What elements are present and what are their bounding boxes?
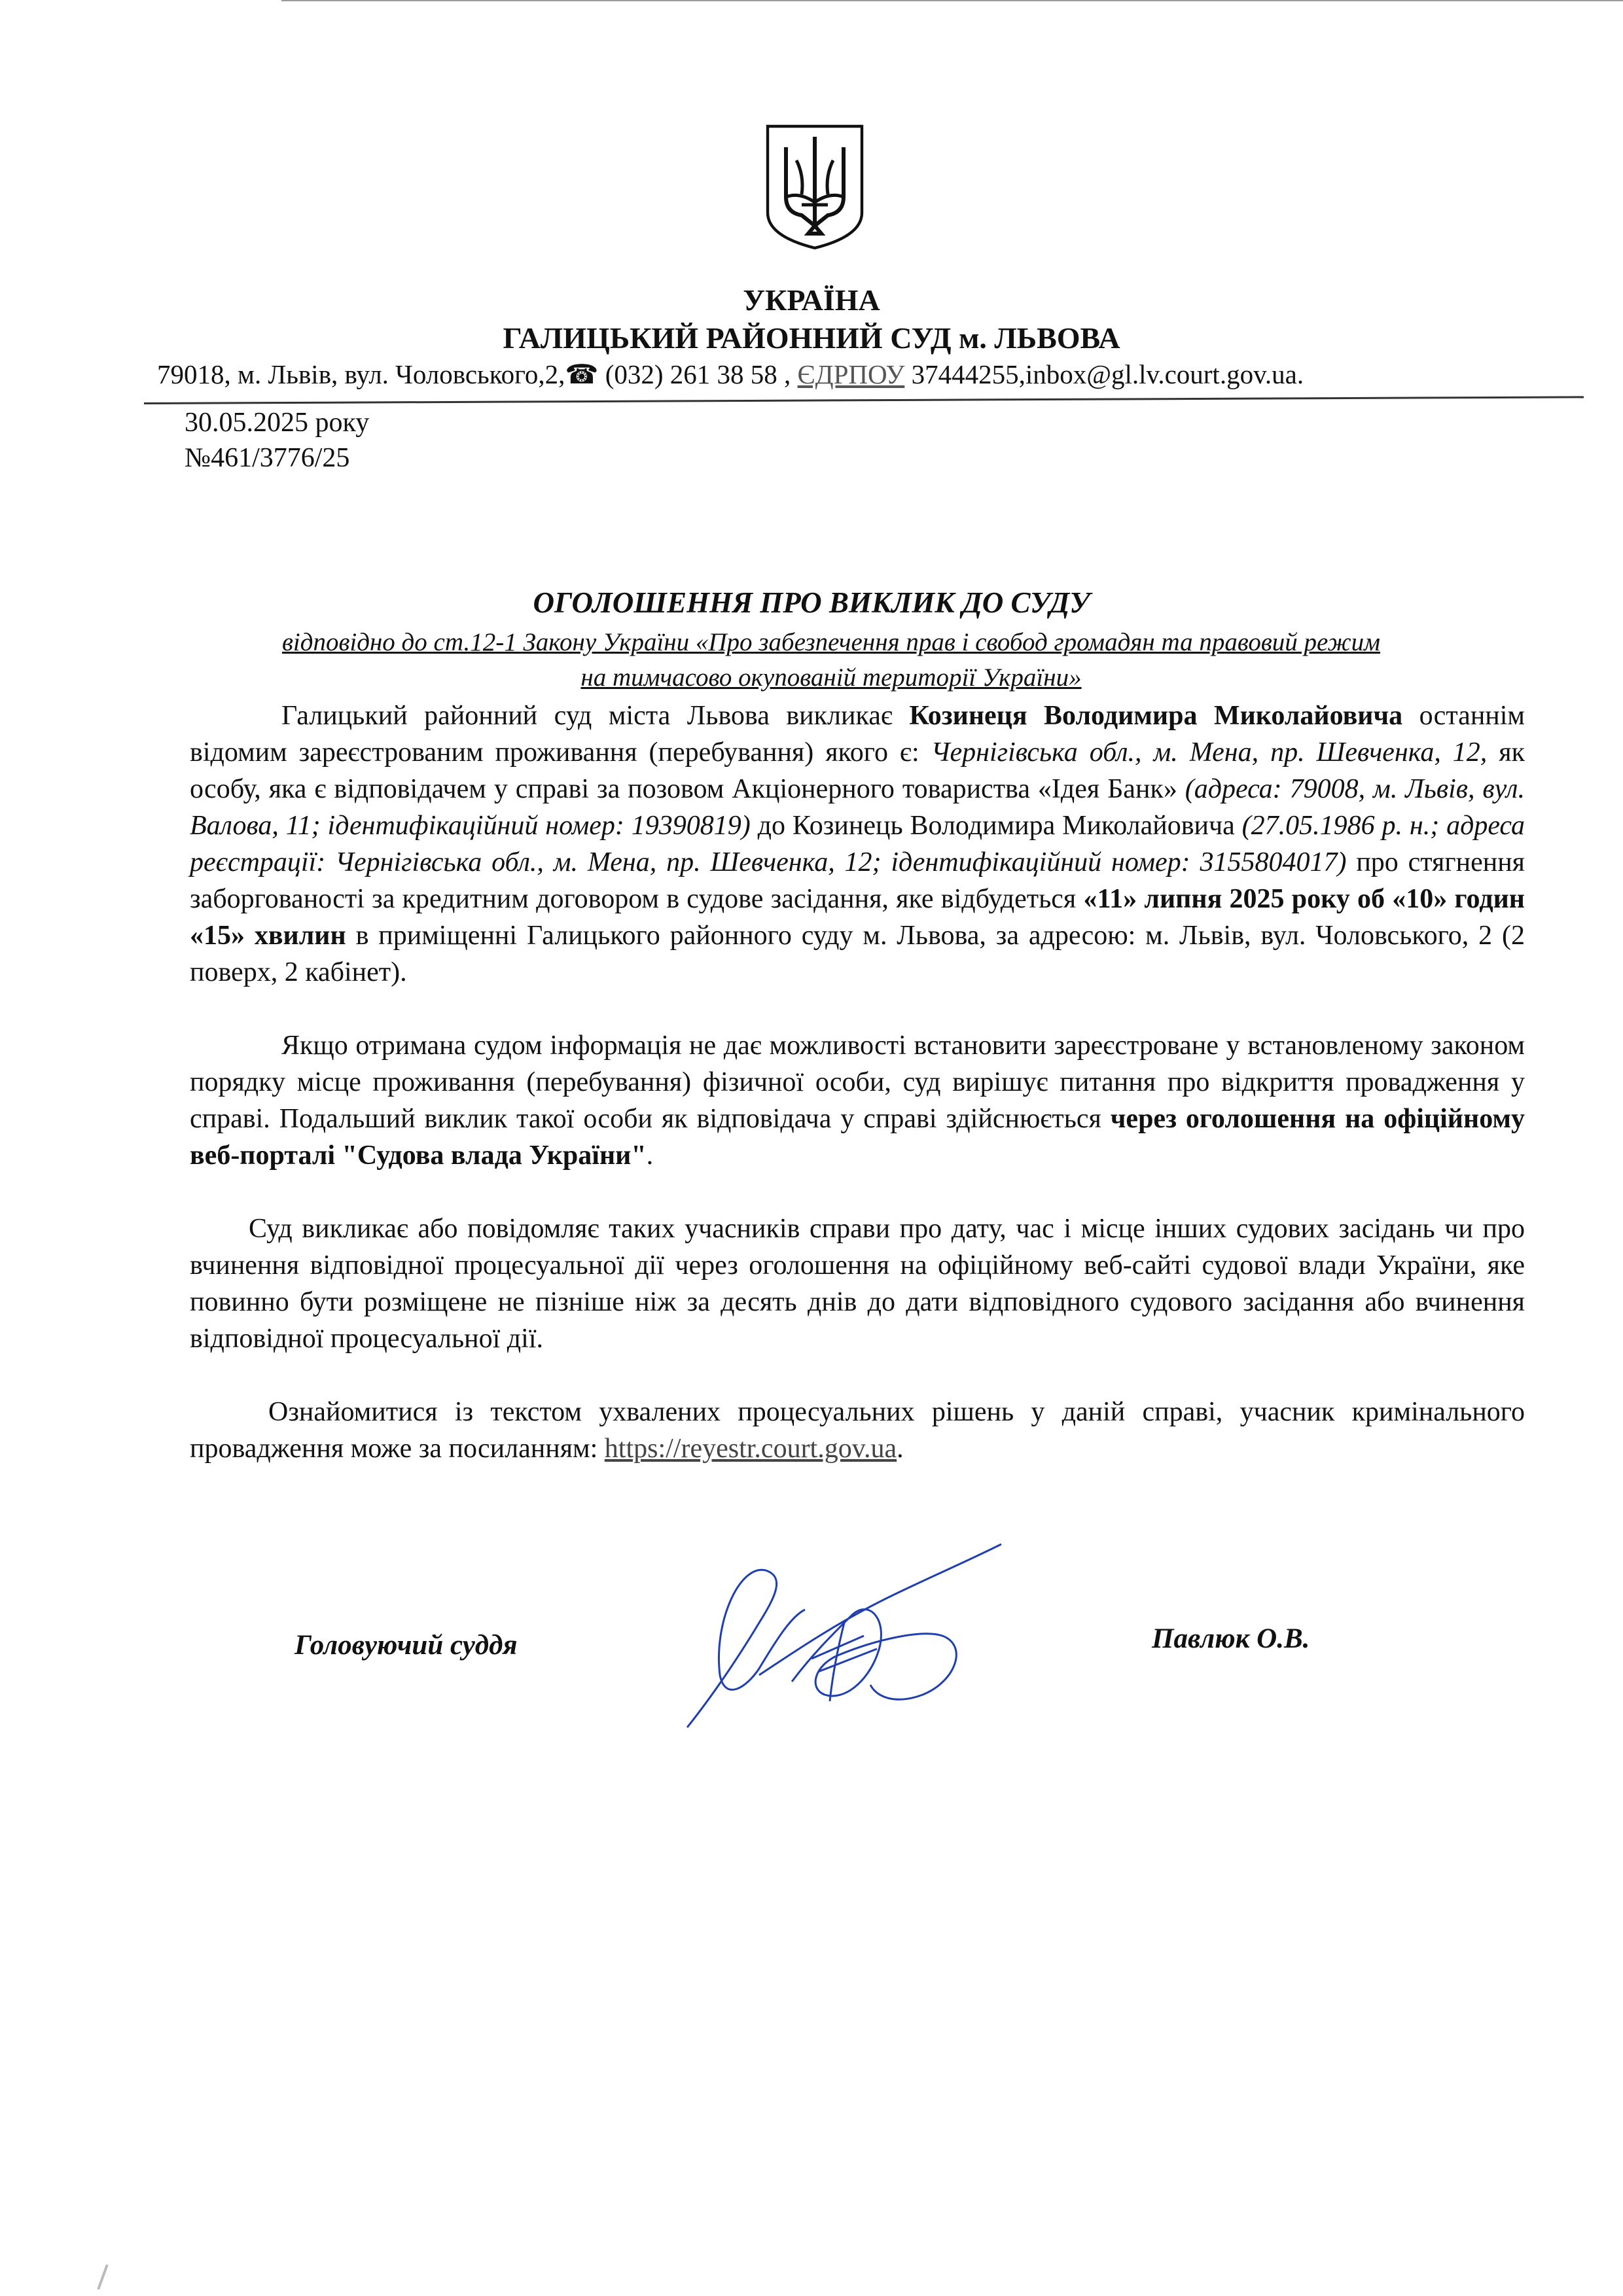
scan-artifact	[97, 2265, 108, 2290]
paragraph-summons: Галицький районний суд міста Львова викликає Козинеця Володимира Миколайовича останнім відомим зареєстрованим проживання (перебування) якого є: Чернігівська обл., м. Мена, пр. Шевченка, 12, як особу, яка є відповідачем у справі за позовом Акціонерного товариства «Ідея Банк» (адреса: 79008, м. Львів, вул. Валова, 11; ідентифікаційний номер: 19390819) до Козинець Володимира Миколайовича (27.05.1986 р. н.; адреса реєстрації: Чернігівська обл., м. Мена, пр. Шевченка, 12; ідентифікаційний номер: 3155804017) про стягнення заборгованості за кредитним договором в судове засідання, яке відбудеться «11» липня 2025 року об «10» годин «15» хвилин в приміщенні Галицького районного суду м. Львова, за адресою: м. Львів, вул. Чоловського, 2 (2 поверх, 2 кабінет).	[190, 701, 1525, 987]
notice-subtitle	[190, 625, 1472, 696]
paragraph-notification: Суд викликає або повідомляє таких учасників справи про дату, час і місце інших судових засідань чи про вчинення відповідної процесуальної дії через оголошення на офіційному веб-сайті судової влади України, яке повинно бути розміщене не пізніше ніж за десять днів до дати відповідного судового засідання або вчинення відповідної процесуальної дії.	[190, 1214, 1525, 1354]
edrpou-label: ЄДРПОУ	[797, 359, 905, 389]
plaintiff-details: (адреса: 79008, м. Львів, вул. Валова, 11; ідентифікаційний номер: 19390819)	[190, 774, 1525, 841]
document-number: №461/3776/25	[185, 443, 350, 473]
header-divider	[144, 396, 1584, 404]
handwritten-signature	[661, 1525, 1008, 1740]
portal-notice: через оголошення на офіційному веб-порталі "Судова влада України"	[190, 1104, 1525, 1171]
signatory-name: Павлюк О.В.	[1152, 1623, 1310, 1654]
coat-of-arms-icon	[762, 121, 867, 252]
paragraph-procedure: Якщо отримана судом інформація не дає можливості встановити зареєстроване у встановленому законом порядку місце проживання (перебування) фізичної особи, суд вирішує питання про відкриття провадження у справі. Подальший виклик такої особи як відповідача у справі здійснюється через оголошення на офіційному веб-порталі "Судова влада України".	[190, 1031, 1525, 1171]
court-address-line	[157, 359, 1304, 390]
notice-subtitle-line-1: відповідно до ст.12-1 Закону України «Про забезпечення прав і свобод громадян та правовий режим	[281, 628, 1381, 656]
defendant-last-address: Чернігівська обл., м. Мена, пр. Шевченка, 12,	[931, 737, 1488, 768]
defendant-name: Козинеця Володимира Миколайовича	[909, 701, 1403, 731]
defendant-details: (27.05.1986 р. н.; адреса реєстрації: Чернігівська обл., м. Мена, пр. Шевченка, 12; ідентифікаційний номер: 3155804017)	[190, 811, 1525, 877]
country-heading: УКРАЇНА	[743, 283, 880, 317]
paragraph-registry-link: Ознайомитися із текстом ухвалених процесуальних рішень у даній справі, учасник кримінального провадження може за посиланням: https://reyestr.court.gov.ua.	[190, 1397, 1525, 1464]
court-phone: (032) 261 38 58 ,	[605, 359, 791, 389]
scan-edge-line	[281, 0, 1623, 1]
notice-subtitle-line-2: на тимчасово окупованій території України»	[580, 663, 1082, 692]
hearing-datetime: «11» липня 2025 року об «10» годин «15» хвилин	[190, 884, 1525, 951]
telephone-icon: ☎	[565, 359, 599, 389]
notice-title: ОГОЛОШЕННЯ ПРО ВИКЛИК ДО СУДУ	[533, 586, 1090, 619]
edrpou-and-email: 37444255,inbox@gl.lv.court.gov.ua.	[911, 359, 1304, 389]
document-date: 30.05.2025 року	[185, 408, 370, 438]
court-name-heading: ГАЛИЦЬКИЙ РАЙОННИЙ СУД м. ЛЬВОВА	[503, 321, 1120, 355]
signatory-role: Головуючий суддя	[294, 1630, 518, 1661]
registry-link[interactable]: https://reyestr.court.gov.ua	[604, 1434, 897, 1464]
court-address: 79018, м. Львів, вул. Чоловського,2,	[157, 359, 565, 389]
